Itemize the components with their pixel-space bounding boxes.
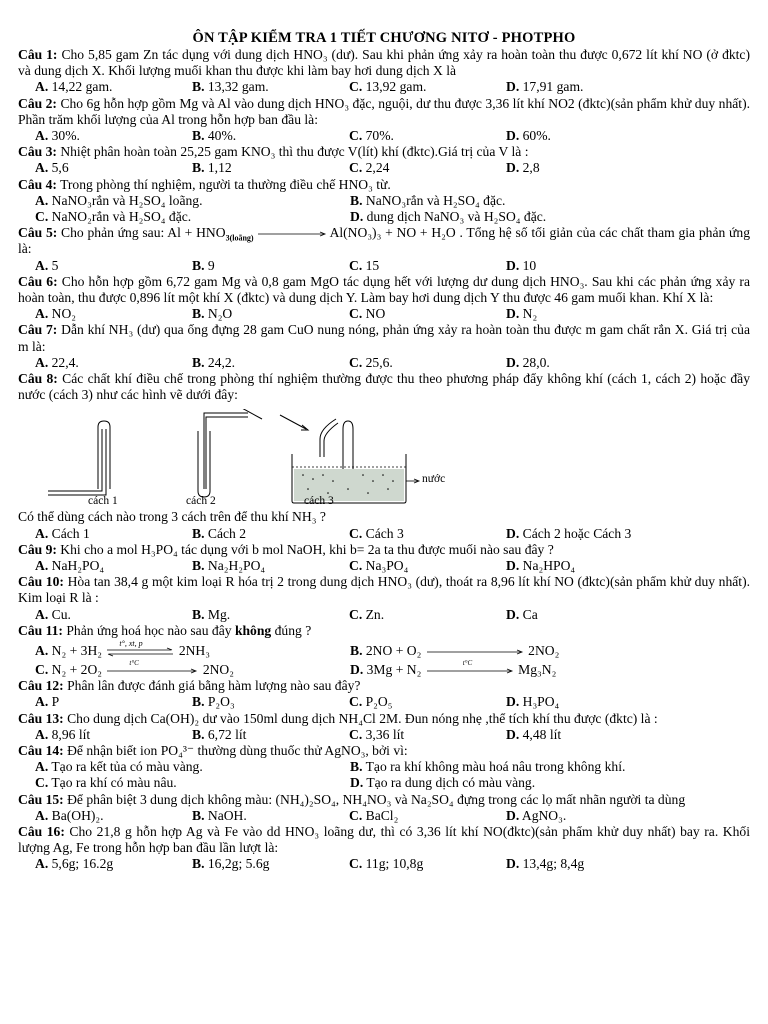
question-label: Câu 12: bbox=[18, 678, 64, 694]
option-text: Na₂HPO₄ bbox=[522, 558, 576, 574]
question-4 bbox=[18, 177, 750, 193]
option-text: 1,12 bbox=[207, 160, 232, 176]
question-13 bbox=[18, 711, 750, 727]
option-letter: A. bbox=[35, 306, 49, 322]
option-letter: D. bbox=[506, 558, 520, 574]
option-text: NaNO₂rắn và H₂SO₄ đặc. bbox=[51, 209, 192, 225]
option-text: 4,48 lít bbox=[522, 726, 562, 742]
equation-left: 3Mg + N₂ bbox=[366, 661, 422, 677]
question-text: Có thể dùng cách nào trong 3 cách trên để thu khí NH₃ ? bbox=[18, 509, 326, 525]
option-letter: D. bbox=[506, 257, 520, 273]
options-14-row1 bbox=[18, 759, 750, 775]
options-4-row1 bbox=[18, 193, 750, 209]
option-text: P bbox=[51, 694, 60, 710]
question-15 bbox=[18, 792, 750, 808]
option-letter: A. bbox=[35, 726, 49, 742]
options-7 bbox=[18, 355, 750, 371]
question-text: Cho hỗn hợp gồm 6,72 gam Mg và 0,8 gam MgO tác dụng hết với lượng dư dung dịch HNO₃. Sau khi các phản ứng xảy ra hoàn toàn, thu được 0,896 lít một khí X (đktc) và dung dịch Y. Làm bay hơi dung dịch Y thu được 46 gam muối khan. Khí X là: bbox=[18, 273, 750, 306]
option-b bbox=[192, 808, 349, 824]
option-c bbox=[349, 79, 506, 95]
option-b bbox=[350, 193, 505, 209]
option-letter: C. bbox=[349, 558, 363, 574]
option-letter: C. bbox=[349, 160, 363, 176]
question-text: Nhiệt phân hoàn toàn 25,25 gam KNO₃ thì thu được V(lít) khí (đktc).Giá trị của V là : bbox=[60, 144, 529, 160]
option-text: 70%. bbox=[365, 128, 394, 144]
option-letter: B. bbox=[192, 306, 205, 322]
option-b bbox=[350, 759, 625, 775]
option-letter: B. bbox=[350, 192, 363, 208]
options-5 bbox=[18, 258, 750, 274]
reaction-arrow-icon bbox=[425, 658, 515, 677]
option-d bbox=[506, 160, 540, 176]
option-d bbox=[350, 775, 535, 791]
option-text: Na₃PO₄ bbox=[365, 558, 409, 574]
option-b bbox=[192, 526, 349, 542]
option-letter: B. bbox=[192, 856, 205, 872]
options-11-row1 bbox=[18, 638, 750, 660]
options-11-row2 bbox=[18, 658, 750, 678]
question-text: Phản ứng hoá học nào sau đây bbox=[66, 622, 235, 638]
option-letter: A. bbox=[35, 558, 49, 574]
reaction-arrow-icon bbox=[105, 658, 199, 677]
option-a bbox=[35, 306, 192, 322]
option-b bbox=[192, 856, 349, 872]
option-letter: A. bbox=[35, 525, 49, 541]
option-letter: C. bbox=[349, 807, 363, 823]
option-letter: C. bbox=[349, 694, 363, 710]
options-16 bbox=[18, 856, 750, 872]
option-d bbox=[350, 209, 546, 225]
option-letter: C. bbox=[35, 775, 49, 791]
equation-right: 2NO₂ bbox=[528, 643, 560, 659]
option-a bbox=[35, 558, 192, 574]
page-title: ÔN TẬP KIỂM TRA 1 TIẾT CHƯƠNG NITƠ - PHOTPHO bbox=[192, 30, 576, 46]
option-letter: D. bbox=[506, 306, 520, 322]
question-label: Câu 16: bbox=[18, 824, 65, 839]
option-letter: B. bbox=[192, 726, 205, 742]
option-text: NaOH. bbox=[207, 807, 247, 823]
option-a bbox=[35, 79, 192, 95]
option-letter: A. bbox=[35, 160, 49, 176]
option-letter: B. bbox=[192, 354, 205, 370]
question-6 bbox=[18, 274, 750, 306]
options-1 bbox=[18, 79, 750, 95]
option-text: 11g; 10,8g bbox=[365, 856, 424, 872]
option-b bbox=[192, 727, 349, 743]
option-b bbox=[192, 355, 349, 371]
equation-left: 2NO + O₂ bbox=[365, 643, 422, 659]
option-text: Tạo ra kết tủa có màu vàng. bbox=[51, 759, 203, 775]
options-14-row2 bbox=[18, 775, 750, 791]
option-letter: C. bbox=[349, 306, 363, 322]
option-d bbox=[506, 128, 551, 144]
option-b bbox=[192, 306, 349, 322]
option-letter: D. bbox=[506, 128, 520, 144]
option-text: N₂O bbox=[207, 306, 233, 322]
option-a bbox=[35, 160, 192, 176]
option-letter: D. bbox=[350, 775, 364, 791]
option-letter: A. bbox=[35, 128, 49, 144]
option-text: 13,32 gam. bbox=[207, 79, 269, 95]
question-text: Trong phòng thí nghiệm, người ta thường điều chế HNO₃ từ. bbox=[60, 176, 391, 192]
question-7 bbox=[18, 322, 750, 354]
option-text: NaNO₃rắn và H₂SO₄ loãng. bbox=[51, 192, 203, 208]
question-text: Khi cho a mol H₃PO₄ tác dụng với b mol NaOH, khi b= 2a ta thu được muối nào sau đây ? bbox=[56, 541, 554, 557]
option-a bbox=[35, 727, 192, 743]
option-text: 22,4. bbox=[51, 354, 79, 370]
option-letter: A. bbox=[35, 79, 49, 95]
option-letter: B. bbox=[192, 606, 205, 622]
option-letter: D. bbox=[506, 79, 520, 95]
question-label: Câu 14: bbox=[18, 742, 64, 758]
question-text-post: Al(NO₃)₃ + NO + H₂O . Tổng hệ số tối giản của các chất tham gia phản ứng là: bbox=[18, 225, 751, 257]
option-text: 14,22 gam. bbox=[51, 79, 113, 95]
question-label: Câu 5: bbox=[18, 225, 58, 241]
option-a bbox=[35, 759, 350, 775]
option-text: 2,24 bbox=[365, 160, 390, 176]
option-c bbox=[349, 258, 506, 274]
option-letter: B. bbox=[192, 807, 205, 823]
question-text: Để phân biệt 3 dung dịch không màu: (NH₄)₂SO₄, NH₄NO₃ và Na₂SO₄ đựng trong các lọ mất nhãn người ta dùng bbox=[67, 791, 686, 807]
option-letter: A. bbox=[35, 192, 49, 208]
question-text: Để nhận biết ion PO₄³⁻ thường dùng thuốc thử AgNO₃, bởi vì: bbox=[67, 742, 408, 758]
equation-left: N₂ + 2O₂ bbox=[51, 661, 102, 677]
option-text: 9 bbox=[207, 257, 215, 273]
options-9 bbox=[18, 558, 750, 574]
option-letter: D. bbox=[350, 209, 364, 225]
option-text: AgNO₃. bbox=[521, 807, 567, 823]
option-b bbox=[192, 558, 349, 574]
option-text: Tạo ra dung dịch có màu vàng. bbox=[366, 775, 536, 791]
question-text: Cho 5,85 gam Zn tác dụng với dung dịch HNO₃ (dư). Sau khi phản ứng xảy ra hoàn toàn thu được 0,672 lít khí NO (ở đktc) và dung dịch X. Khối lượng muối khan thu được khi làm bay hơi dung dịch X là bbox=[18, 47, 750, 79]
option-letter: A. bbox=[35, 856, 49, 872]
option-text: Cách 3 bbox=[365, 525, 404, 541]
option-letter: B. bbox=[192, 525, 205, 541]
option-text: Na₂H₂PO₄ bbox=[207, 558, 266, 574]
option-letter: C. bbox=[35, 661, 49, 677]
option-text: 40%. bbox=[207, 128, 237, 144]
option-a bbox=[35, 694, 192, 710]
option-letter: D. bbox=[506, 726, 520, 742]
option-d bbox=[506, 727, 561, 743]
option-letter: B. bbox=[350, 759, 363, 775]
option-letter: D. bbox=[506, 354, 520, 370]
question-10 bbox=[18, 574, 750, 606]
reaction-condition: t°, xt, p bbox=[119, 638, 143, 648]
equation-right: 2NO₂ bbox=[202, 661, 234, 677]
question-8-sub bbox=[18, 509, 750, 525]
option-letter: D. bbox=[506, 694, 520, 710]
option-c bbox=[349, 856, 506, 872]
options-10 bbox=[18, 607, 750, 623]
option-c bbox=[349, 526, 506, 542]
question-text: Hòa tan 38,4 g một kim loại R hóa trị 2 trong dung dịch HNO₃ (dư), thoát ra 8,96 lít khí NO (đktc)(sản phẩm khử duy nhất). Kim loại R là : bbox=[18, 574, 750, 606]
option-text: H₃PO₄ bbox=[522, 694, 560, 710]
option-c bbox=[35, 775, 350, 791]
options-2 bbox=[18, 128, 750, 144]
options-4-row2 bbox=[18, 209, 750, 225]
option-c bbox=[349, 306, 506, 322]
question-8 bbox=[18, 371, 750, 403]
option-text: 60%. bbox=[522, 128, 551, 144]
option-d bbox=[506, 808, 566, 824]
option-letter: D. bbox=[506, 807, 520, 823]
option-letter: C. bbox=[349, 606, 363, 622]
question-label: Câu 4: bbox=[18, 176, 57, 192]
option-c bbox=[349, 607, 506, 623]
option-letter: A. bbox=[35, 257, 49, 273]
options-15 bbox=[18, 808, 750, 824]
equation-left: N₂ + 3H₂ bbox=[51, 643, 102, 659]
options-8 bbox=[18, 526, 750, 542]
option-letter: D. bbox=[350, 661, 364, 677]
option-c bbox=[349, 727, 506, 743]
option-a bbox=[35, 856, 192, 872]
equation-right: Mg₃N₂ bbox=[518, 661, 557, 677]
question-text: Dẫn khí NH₃ (dư) qua ống đựng 28 gam CuO nung nóng, phản ứng xảy ra hoàn toàn thu được m gam chất rắn X. Giá trị của m là: bbox=[18, 322, 750, 354]
equation-right: 2NH₃ bbox=[178, 643, 210, 659]
water-label: nước bbox=[422, 473, 446, 486]
question-2 bbox=[18, 96, 750, 128]
option-letter: C. bbox=[349, 525, 363, 541]
question-label: Câu 8: bbox=[18, 371, 58, 387]
option-c bbox=[349, 160, 506, 176]
question-3 bbox=[18, 144, 750, 160]
option-letter: C. bbox=[349, 354, 363, 370]
option-text: NO bbox=[365, 306, 386, 322]
option-text: 15 bbox=[365, 257, 380, 273]
option-d bbox=[506, 694, 559, 710]
option-b bbox=[192, 607, 349, 623]
question-5 bbox=[18, 225, 750, 257]
option-letter: C. bbox=[349, 856, 363, 872]
question-text: Cho dung dịch Ca(OH)₂ dư vào 150ml dung dịch NH₄Cl 2M. Đun nóng nhẹ ,thể tích khí thu được (đktc) là : bbox=[67, 710, 658, 726]
question-label: Câu 7: bbox=[18, 322, 58, 338]
reaction-condition: t°C bbox=[129, 658, 139, 667]
option-a bbox=[35, 526, 192, 542]
question-text: Cho 21,8 g hỗn hợp Ag và Fe vào dd HNO₃ loãng dư, thì có 3,36 lít khí NO(đktc)(sản phẩm khử duy nhất) bay ra. Khối lượng Ag, Fe trong hỗn hợp ban đầu lần lượt là: bbox=[18, 824, 750, 856]
option-text: P₂O₅ bbox=[365, 694, 393, 710]
option-text: Cách 2 hoặc Cách 3 bbox=[522, 525, 632, 541]
question-label: Câu 15: bbox=[18, 791, 64, 807]
question-1 bbox=[18, 47, 750, 79]
option-text: BaCl₂ bbox=[365, 807, 399, 823]
question-label: Câu 1: bbox=[18, 47, 58, 62]
option-text: 24,2. bbox=[207, 354, 236, 370]
question-label: Câu 9: bbox=[18, 541, 57, 557]
option-letter: D. bbox=[506, 606, 520, 622]
option-b bbox=[350, 643, 559, 660]
option-letter: C. bbox=[349, 79, 363, 95]
option-text: 6,72 lít bbox=[207, 726, 247, 742]
question-text-pre: Cho phản ứng sau: Al + HNO bbox=[61, 225, 226, 241]
question-16 bbox=[18, 824, 750, 856]
option-text: 13,4g; 8,4g bbox=[522, 856, 585, 872]
question-9 bbox=[18, 542, 750, 558]
option-letter: C. bbox=[349, 128, 363, 144]
option-text: N₂ bbox=[522, 306, 538, 322]
option-c bbox=[349, 558, 506, 574]
option-text: P₂O₃ bbox=[207, 694, 235, 710]
question-text: Các chất khí điều chế trong phòng thí nghiệm thường được thu theo phương pháp đẩy không khí (cách 1, cách 2) hoặc đầy nước (cách 3) như các hình vẽ dưới đây: bbox=[18, 371, 750, 403]
reaction-arrow-icon bbox=[256, 230, 328, 238]
option-d bbox=[506, 607, 538, 623]
option-text: Cách 1 bbox=[51, 525, 90, 541]
option-a bbox=[35, 355, 192, 371]
option-text: 30%. bbox=[51, 128, 80, 144]
option-text: NaNO₃rắn và H₂SO₄ đặc. bbox=[365, 192, 506, 208]
option-text: dung dịch NaNO₃ và H₂SO₄ đặc. bbox=[366, 209, 547, 225]
option-text: 16,2g; 5.6g bbox=[207, 856, 270, 872]
option-letter: A. bbox=[35, 606, 49, 622]
figure-label-3: cách 3 bbox=[304, 495, 334, 508]
option-letter: B. bbox=[350, 643, 363, 659]
option-d bbox=[506, 526, 631, 542]
option-c bbox=[349, 128, 506, 144]
option-b bbox=[192, 79, 349, 95]
reaction-arrow-icon bbox=[425, 646, 525, 658]
option-letter: B. bbox=[192, 558, 205, 574]
option-text: 5,6g; 16.2g bbox=[51, 856, 114, 872]
option-text: NaH₂PO₄ bbox=[51, 558, 105, 574]
option-text: Tạo ra khí không màu hoá nâu trong không khí. bbox=[365, 759, 626, 775]
option-letter: B. bbox=[192, 128, 205, 144]
option-text: Mg. bbox=[207, 606, 231, 622]
option-text: 5,6 bbox=[51, 160, 69, 176]
options-12 bbox=[18, 694, 750, 710]
subscript: 3(loãng) bbox=[225, 233, 254, 243]
reaction-condition: t°C bbox=[462, 658, 473, 667]
equilibrium-arrow-icon bbox=[105, 638, 175, 660]
option-text: 25,6. bbox=[365, 354, 393, 370]
option-text: Cu. bbox=[51, 606, 71, 622]
option-letter: B. bbox=[192, 694, 205, 710]
option-letter: B. bbox=[192, 79, 205, 95]
option-b bbox=[192, 160, 349, 176]
option-d bbox=[506, 558, 575, 574]
option-c bbox=[349, 355, 506, 371]
option-a bbox=[35, 258, 192, 274]
option-text: 2,8 bbox=[522, 160, 540, 176]
option-letter: B. bbox=[192, 257, 205, 273]
option-letter: D. bbox=[506, 856, 520, 872]
option-d bbox=[506, 355, 550, 371]
option-letter: D. bbox=[506, 160, 520, 176]
option-text: 8,96 lít bbox=[51, 726, 91, 742]
option-text: 17,91 gam. bbox=[522, 79, 584, 95]
question-label: Câu 3: bbox=[18, 144, 57, 160]
question-label: Câu 10: bbox=[18, 574, 64, 590]
option-text: Ca bbox=[522, 606, 538, 622]
question-text: Cho 6g hỗn hợp gồm Mg và Al vào dung dịch HNO₃ đặc, nguội, dư thu được 3,36 lít khí NO2 (đktc)(sản phẩm khử duy nhất). Phần trăm khối lượng của Al trong hỗn hợp ban đầu là: bbox=[18, 95, 750, 127]
gas-collection-diagram bbox=[18, 409, 478, 509]
option-d bbox=[506, 79, 583, 95]
option-a bbox=[35, 128, 192, 144]
option-d bbox=[350, 658, 557, 678]
option-text: 13,92 gam. bbox=[365, 79, 427, 95]
question-text: Phân lân được đánh giá bằng hàm lượng nào sau đây? bbox=[67, 678, 361, 694]
option-letter: B. bbox=[192, 160, 205, 176]
option-text: Ba(OH)₂. bbox=[51, 807, 104, 823]
option-letter: A. bbox=[35, 694, 49, 710]
options-13 bbox=[18, 727, 750, 743]
option-a bbox=[35, 638, 350, 660]
option-c bbox=[35, 658, 350, 678]
option-b bbox=[192, 694, 349, 710]
options-6 bbox=[18, 306, 750, 322]
option-letter: A. bbox=[35, 807, 49, 823]
option-text: 28,0. bbox=[522, 354, 550, 370]
option-letter: C. bbox=[349, 257, 363, 273]
option-letter: C. bbox=[35, 209, 49, 225]
option-d bbox=[506, 306, 537, 322]
option-c bbox=[35, 209, 350, 225]
option-text: 3,36 lít bbox=[365, 726, 405, 742]
option-text: NO₂ bbox=[51, 306, 76, 322]
question-14 bbox=[18, 743, 750, 759]
option-a bbox=[35, 193, 350, 209]
option-b bbox=[192, 258, 349, 274]
question-label: Câu 11: bbox=[18, 622, 63, 638]
figure-label-2: cách 2 bbox=[186, 495, 216, 508]
option-letter: A. bbox=[35, 643, 49, 659]
gas-collection-figure bbox=[18, 409, 750, 509]
option-letter: A. bbox=[35, 354, 49, 370]
option-letter: D. bbox=[506, 525, 520, 541]
option-c bbox=[349, 694, 506, 710]
option-a bbox=[35, 808, 192, 824]
option-c bbox=[349, 808, 506, 824]
option-d bbox=[506, 856, 584, 872]
question-label: Câu 2: bbox=[18, 95, 57, 111]
option-text: 10 bbox=[522, 257, 537, 273]
option-letter: C. bbox=[349, 726, 363, 742]
figure-label-1: cách 1 bbox=[88, 495, 118, 508]
question-text: đúng ? bbox=[271, 622, 312, 638]
option-b bbox=[192, 128, 349, 144]
option-letter: A. bbox=[35, 759, 49, 775]
options-3 bbox=[18, 160, 750, 176]
option-text: Cách 2 bbox=[207, 525, 247, 541]
question-label: Câu 13: bbox=[18, 710, 64, 726]
option-a bbox=[35, 607, 192, 623]
question-12 bbox=[18, 678, 750, 694]
question-text-bold: không bbox=[234, 622, 272, 638]
option-text: 5 bbox=[51, 257, 59, 273]
option-text: Zn. bbox=[365, 606, 385, 622]
option-d bbox=[506, 258, 536, 274]
option-text: Tạo ra khí có màu nâu. bbox=[51, 775, 177, 791]
question-label: Câu 6: bbox=[18, 273, 58, 289]
